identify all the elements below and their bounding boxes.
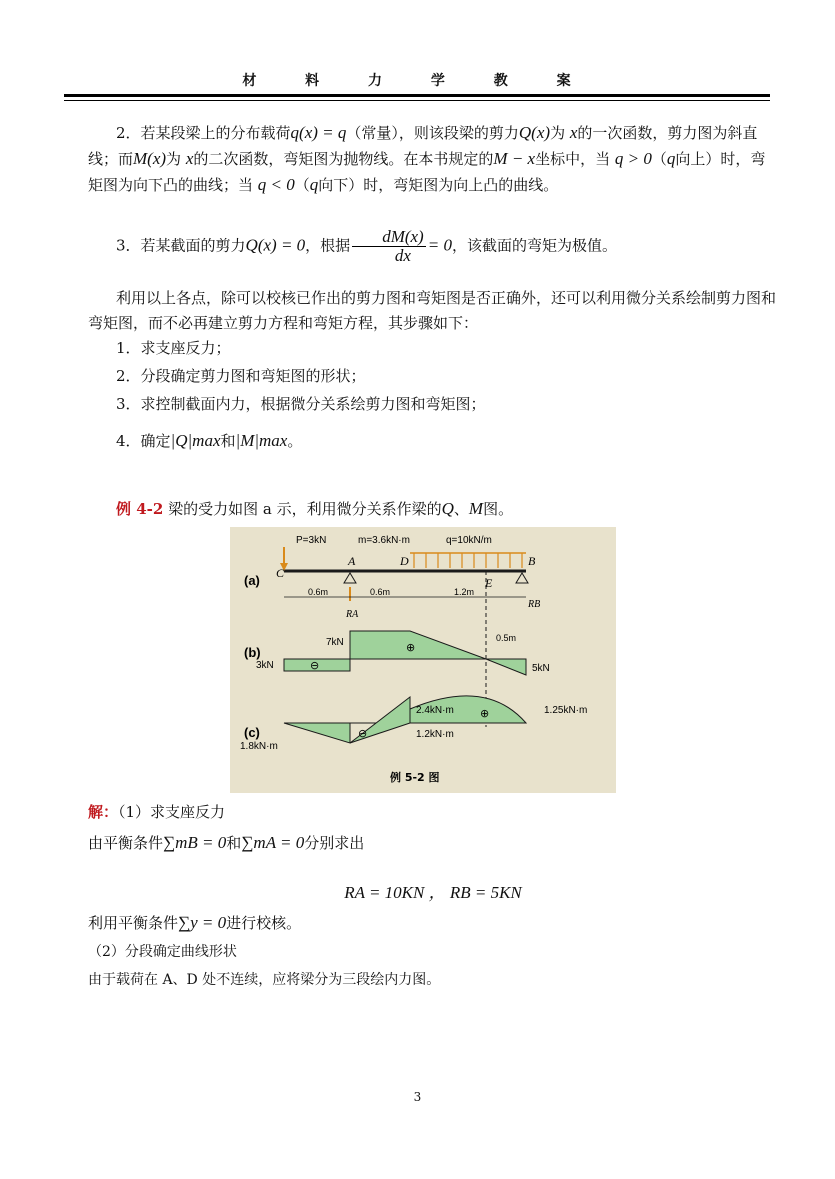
page-number: 3 [413,1090,422,1104]
dim-0.6m-1: 0.6m [308,587,329,597]
figure-caption: 例 5-2 图 [390,771,440,784]
shear-5kN: 5kN [532,663,550,674]
fig-label-b: (b) [244,645,261,660]
solution-step-2-text: 由于载荷在 A、D 处不连续，应将梁分为三段绘内力图。 [88,972,441,988]
beam-figure [230,527,616,793]
paragraph-usage: 利用以上各点，除可以校核已作出的剪力图和弯矩图是否正确外，还可以利用微分关系绘制剪力图和弯矩图，而不必再建立剪力方程和弯矩方程，其步骤如下： [88,289,777,332]
fig-label-c: (c) [244,725,260,740]
dim-1.2m: 1.2m [454,587,475,597]
point-B: B [528,554,536,568]
step-1: 1．求支座反力； [116,339,231,357]
reaction-A-label: RA [346,609,359,620]
dim-0.6m-2: 0.6m [370,587,391,597]
step-4: 4．确定|Q|max和|M|max。 [116,431,303,450]
moment-1.8kNm: 1.8kN·m [240,741,278,752]
shear-minus-sign: ⊖ [310,659,320,672]
step-2: 2．分段确定剪力图和弯矩图的形状； [116,367,366,385]
moment-plus-sign: ⊕ [480,707,490,720]
shear-plus-sign: ⊕ [406,641,416,654]
solution-step-2: （2）分段确定曲线形状 [88,944,237,960]
moment-1.25kNm: 1.25kN·m [544,705,588,716]
example-label: 例 4-2 [116,500,164,518]
reaction-B-label: RB [528,599,541,610]
paragraph-point-2: 2．若某段梁上的分布载荷q(x) = q（常量），则该段梁的剪力Q(x)为 x的一次函数，剪力图为斜直线；而M(x)为 x的二次函数，弯矩图为抛物线。在本书规定的M − x坐标中，当 q > 0（q向上）时，弯矩图为向下凸的曲线；当 q < 0（q向下）时，弯矩图为向上凸的曲线。 [88,123,766,194]
example-statement: 例 4-2 梁的受力如图 a 示，利用微分关系作梁的Q、M图。 [116,499,514,518]
fig-label-a: (a) [244,573,260,588]
solution-equilibrium: 由平衡条件∑mB = 0和∑mA = 0分别求出 [88,833,365,852]
point-C: C [276,566,285,580]
solution-check: 利用平衡条件∑y = 0进行校核。 [88,913,302,932]
distributed-load-label: q=10kN/m [446,535,492,546]
load-P-label: P=3kN [296,535,327,546]
point-D: D [400,554,409,568]
solution-result: RA = 10KN ， RB = 5KN [344,883,522,902]
header-rule-thick [64,94,770,97]
solution-label: 解： [88,803,119,821]
header-rule-thin [64,100,770,101]
step-3: 3．求控制截面内力，根据微分关系绘剪力图和弯矩图； [116,395,486,413]
point-E: E [485,576,493,590]
moment-1.2kNm: 1.2kN·m [416,729,454,740]
moment-2.4kNm: 2.4kN·m [416,705,454,716]
moment-minus-sign: ⊖ [358,727,368,740]
page-header: 材 料 力 学 教 案 [242,73,593,89]
shear-3kN: 3kN [256,660,274,671]
derivative-fraction: $\frac{dM(x)}{dx}$ [352,228,426,265]
shear-7kN: 7kN [326,637,344,648]
solution-heading: 解：（1）求支座反力 [88,803,226,821]
point-A: A [348,554,356,568]
dim-0.5m: 0.5m [496,633,517,643]
paragraph-point-3: 3．若某截面的剪力Q(x) = 0，根据 $\frac{dM(x)}{dx}$ = 0，该截面的弯矩为极值。 [116,227,617,265]
moment-label: m=3.6kN·m [358,535,410,546]
